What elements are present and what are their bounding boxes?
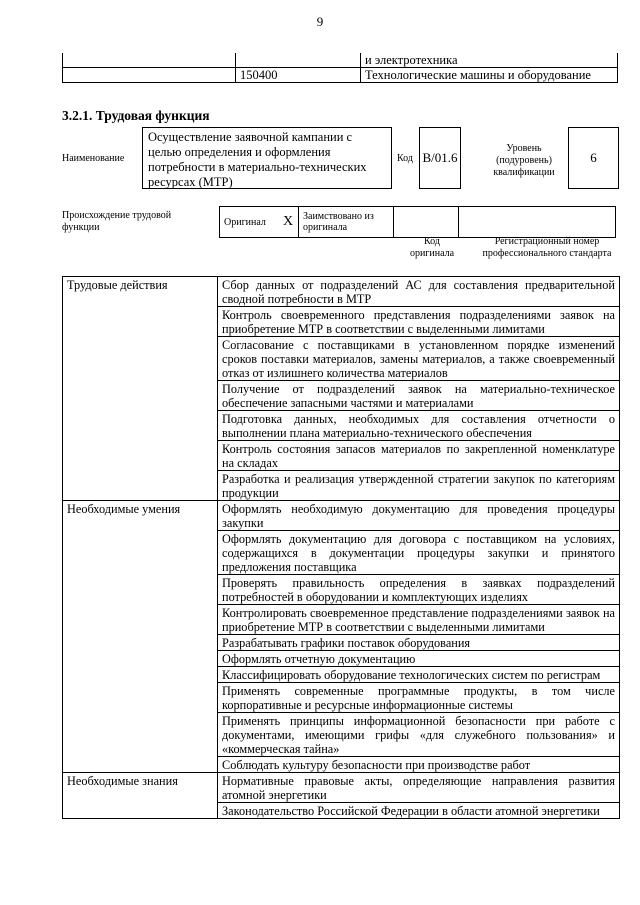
specialty-code xyxy=(236,53,361,68)
specialty-name: и электротехника xyxy=(361,53,618,68)
function-details-table xyxy=(62,276,620,819)
specialty-table xyxy=(62,53,618,83)
code-original-label: Код оригинала xyxy=(409,236,455,259)
item-cell: Получение от подразделений заявок на материально-техническое обеспечение запасными частями и материалами xyxy=(218,381,620,411)
item-cell: Согласование с поставщиками в установленном порядке изменений сроков поставки материалов, замены материалов, а также своевременный отказ от излишнего количества материалов xyxy=(218,337,620,381)
code-original-cell xyxy=(394,207,459,238)
origin-table xyxy=(219,206,616,238)
specialty-code: 150400 xyxy=(236,68,361,83)
item-cell: Оформлять документацию для договора с поставщиком на условиях, содержащихся в документации процедуры закупки и принятого предложения поставщика xyxy=(218,531,620,575)
function-details-body xyxy=(63,277,620,819)
table-row xyxy=(63,501,620,531)
table-row xyxy=(220,207,616,238)
table-row xyxy=(63,277,620,307)
specialty-name: Технологические машины и оборудование xyxy=(361,68,618,83)
item-cell: Классифицировать оборудование технологических систем по регистрам xyxy=(218,667,620,683)
item-cell: Оформлять отчетную документацию xyxy=(218,651,620,667)
level-value: 6 xyxy=(568,127,619,189)
category-cell: Необходимые умения xyxy=(63,501,218,773)
item-cell: Применять современные программные продукты, в том числе корпоративные и ресурсные информационные системы xyxy=(218,683,620,713)
reg-number-cell xyxy=(459,207,616,238)
item-cell: Разработка и реализация утвержденной стратегии закупок по категориям продукции xyxy=(218,471,620,501)
code-label: Код xyxy=(397,153,413,164)
original-mark: X xyxy=(278,207,299,238)
item-cell: Применять принципы информационной безопасности при работе с документами, имеющими грифы «для служебного пользования» и «коммерческая тайна» xyxy=(218,713,620,757)
function-code-value: В/01.6 xyxy=(419,127,461,189)
item-cell: Проверять правильность определения в заявках подразделений потребностей в оборудовании и комплектующих изделиях xyxy=(218,575,620,605)
item-cell: Оформлять необходимую документацию для проведения процедуры закупки xyxy=(218,501,620,531)
item-cell: Нормативные правовые акты, определяющие направления развития атомной энергетики xyxy=(218,773,620,803)
item-cell: Контроль своевременного представления подразделениями заявок на приобретение МТР в соответствии с выделенными лимитами xyxy=(218,307,620,337)
name-label: Наименование xyxy=(62,153,125,164)
item-cell: Контроль состояния запасов материалов по закрепленной номенклатуре на складах xyxy=(218,441,620,471)
item-cell: Разрабатывать графики поставок оборудования xyxy=(218,635,620,651)
item-cell: Сбор данных от подразделений АС для составления предварительной сводной потребности в МТР xyxy=(218,277,620,307)
category-cell: Трудовые действия xyxy=(63,277,218,501)
function-name-value: Осуществление заявочной кампании с целью определения и оформления потребности в материально-технических ресурсах (МТР) xyxy=(142,127,392,189)
table-row xyxy=(63,773,620,803)
spacer-cell xyxy=(63,53,236,68)
item-cell: Контролировать своевременное представление подразделениями заявок на приобретение МТР в соответствии с выделенными лимитами xyxy=(218,605,620,635)
origin-label: Происхождение трудовой функции xyxy=(62,210,172,233)
item-cell: Соблюдать культуру безопасности при производстве работ xyxy=(218,757,620,773)
section-title: 3.2.1. Трудовая функция xyxy=(62,108,210,123)
item-cell: Законодательство Российской Федерации в области атомной энергетики xyxy=(218,803,620,819)
level-label: Уровень (подуровень) квалификации xyxy=(493,143,555,178)
spacer-cell xyxy=(63,68,236,83)
original-label: Оригинал xyxy=(220,207,279,238)
table-row xyxy=(63,53,618,68)
page-number: 9 xyxy=(316,14,324,29)
item-cell: Подготовка данных, необходимых для составления отчетности о выполнении плана материально-технического обеспечения xyxy=(218,411,620,441)
category-cell: Необходимые знания xyxy=(63,773,218,819)
reg-number-label: Регистрационный номер профессионального стандарта xyxy=(482,236,612,259)
borrowed-label: Заимствовано из оригинала xyxy=(299,207,394,238)
table-row xyxy=(63,68,618,83)
